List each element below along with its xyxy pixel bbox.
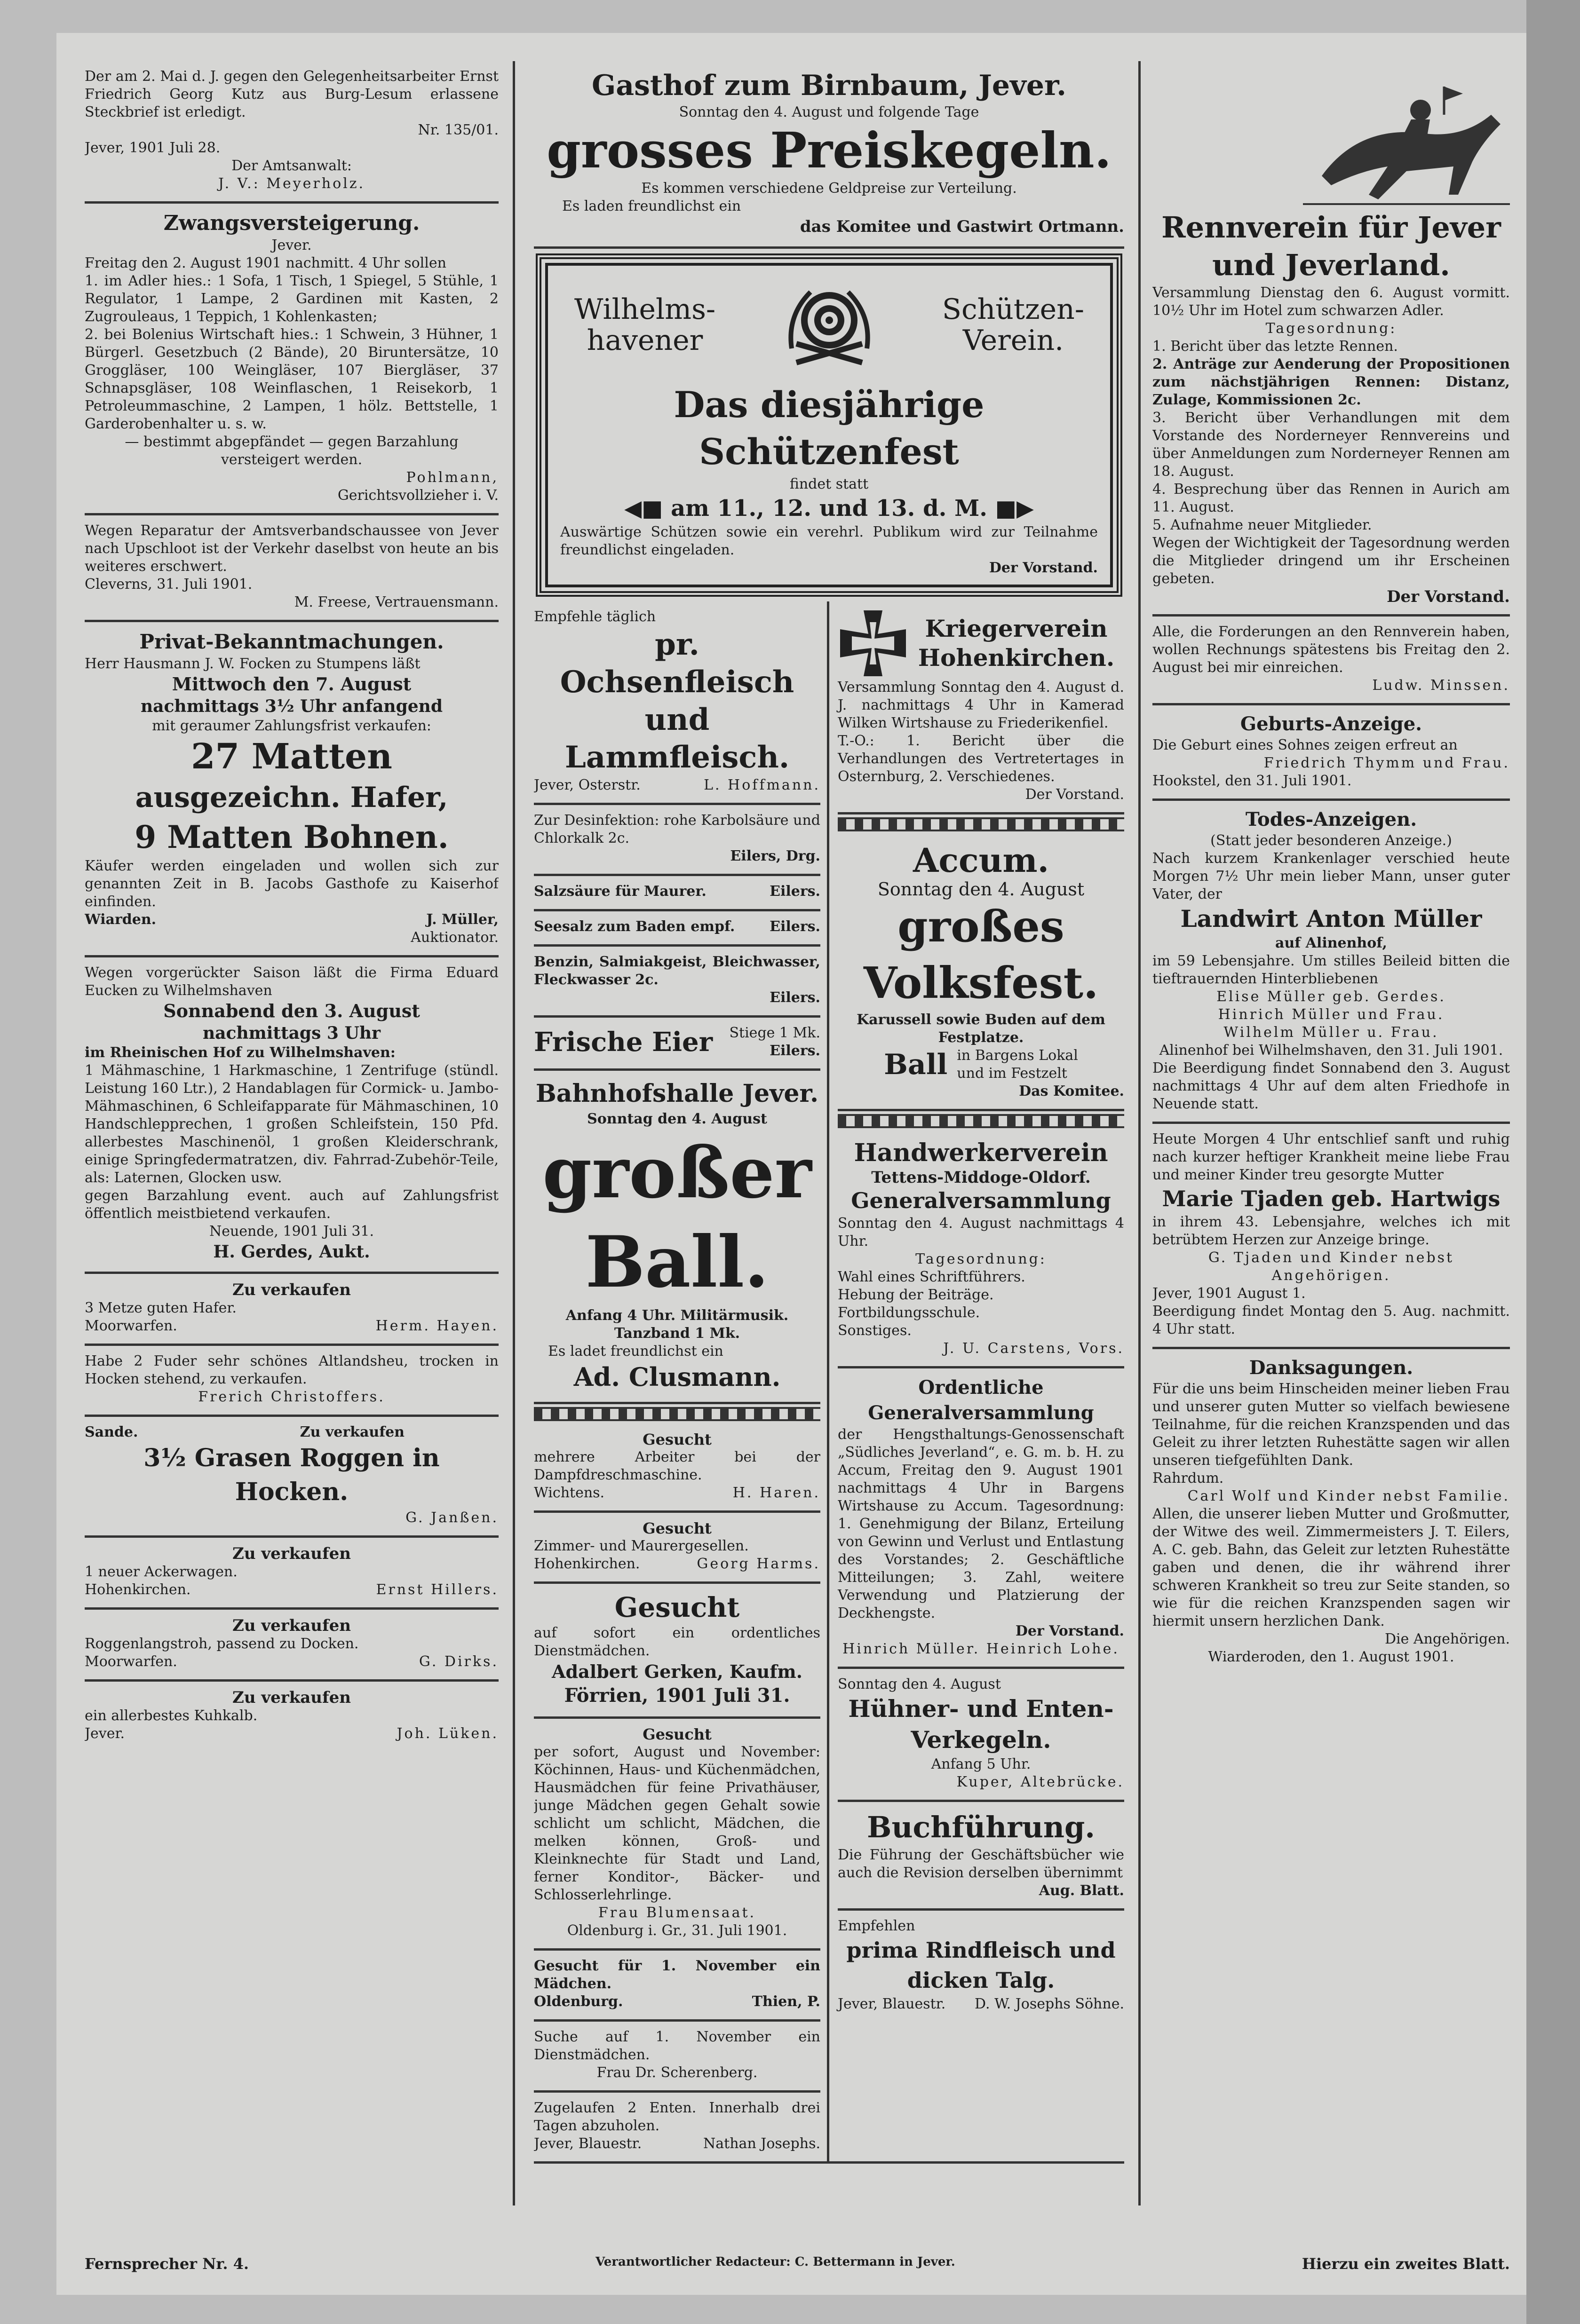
ad-text: Empfehlen — [838, 1918, 915, 1934]
ad-place: Jever. — [271, 237, 312, 253]
ad-title: Privat-Bekanntmachungen. — [139, 630, 444, 653]
ad-signature: Frerich Christoffers. — [198, 1389, 385, 1405]
agenda-item: 5. Aufnahme neuer Mitglieder. — [1152, 517, 1372, 533]
ad-date: Alinenhof bei Wilhelmshaven, den 31. Juli 1901. — [1159, 1042, 1503, 1059]
ad-header — [838, 608, 1124, 679]
ad-title: Todes-Anzeigen. — [1245, 808, 1417, 830]
ad-text: Nach kurzem Krankenlager verschied heute Morgen 7½ Uhr mein lieber Mann, unser guter Vater, der — [1152, 850, 1510, 902]
ad-text: Sonntag den 4. August nachmittags 4 Uhr. — [838, 1215, 1124, 1249]
footer-editor: Verantwortlicher Redacteur: C. Bettermann in Jever. — [595, 2255, 955, 2269]
ad-agenda: Tagesordnung: — [915, 1251, 1047, 1267]
ornament-rule — [838, 817, 1124, 831]
ad-dienstmaedchen — [534, 1584, 820, 1719]
ad-footer-row — [838, 1995, 1124, 2013]
ad-subtitle: Sonntag den 4. August — [877, 879, 1085, 900]
ad-place: Sande. — [85, 1424, 138, 1440]
ad-text: im Rheinischen Hof zu Wilhelmshaven: — [85, 1044, 396, 1061]
ad-dates-text: am 11., 12. und 13. d. M. — [671, 495, 987, 522]
ad-footer-row — [534, 1484, 820, 1502]
ad-blumensaat — [534, 1719, 820, 1951]
ad-todesanzeige-mueller — [1152, 801, 1510, 1124]
ad-date: Neuende, 1901 Juli 31. — [209, 1223, 374, 1240]
ad-signature: Aug. Blatt. — [1039, 1882, 1124, 1899]
ad-text: in ihrem 43. Lebensjahre, welches ich mit betrübtem Herzen zur Anzeige bringe. — [1152, 1214, 1510, 1248]
ad-signature: Nathan Josephs. — [703, 2135, 820, 2152]
ad-signature: Der Vorstand. — [1025, 786, 1124, 803]
ad-text: der Hengsthaltungs-Genossenschaft „Südliches Jeverland“, e. G. m. b. H. zu Accum, Freitag den 9. August 1901 nachmittags 4 Uhr in Bargens Wirtshause zu Accum. Tagesordnung: 1. Genehmigung der Bilanz, Erteilung von Gewinn und Verlust und Entlastung des Vorstandes; 2. Geschäftliche Mitteilungen; 3. Zahl, weitere Verwendung und Platzierung der Deckhengste. — [838, 1426, 1124, 1621]
ad-geburt — [1152, 705, 1510, 801]
ad-title: Gesucht — [614, 1591, 740, 1623]
ad-ball-row — [838, 1047, 1124, 1083]
ad-text: 1 Mähmaschine, 1 Harkmaschine, 1 Zentrifuge (stündl. Leistung 160 Ltr.), 2 Handablagen für Cormick- u. Jambo-Mähmaschinen, 6 Schleifapparate für Mähmaschinen, 10 Handschlepprechen, 1 großen Schleifstein, 150 Pfd. allerbestes Maschinenöl, 1 großen Kleiderschrank, einige Springfedermatratzen, div. Fahrrad-Zubehör-Teile, als: Laternen, Glocken usw. — [85, 1062, 499, 1186]
ad-signature: das Komitee und Gastwirt Ortmann. — [800, 217, 1124, 236]
ad-title: Handwerkerverein — [854, 1138, 1108, 1167]
ad-text: Für die uns beim Hinscheiden meiner lieben Frau und unserer guten Mutter so vielfach bewiesene Teilnahme, für die reichen Kranzspenden und das Geleit zu ihrer letzten Ruhestätte sagen wir allen unseren tiefgefühlten Dank. — [1152, 1381, 1510, 1469]
ad-schuetzenverein — [536, 253, 1122, 597]
ad-text: Tanzband 1 Mk. — [614, 1325, 740, 1342]
ad-signature: Eilers. — [770, 883, 820, 900]
agenda-item: 4. Besprechung über das Rennen in Aurich am 11. August. — [1152, 481, 1510, 515]
ad-text: mehrere Arbeiter bei der Dampfdreschmaschine. — [534, 1449, 820, 1483]
ad-footer-row — [85, 911, 499, 929]
ad-text: Beerdigung findet Montag den 5. Aug. nachmitt. 4 Uhr statt. — [1152, 1303, 1510, 1337]
ad-headline: Frische Eier — [534, 1027, 713, 1058]
ad-place: Jever, Osterstr. — [534, 777, 641, 793]
ad-title: Kriegerverein Hohenkirchen. — [918, 615, 1115, 672]
ad-role: Der Amtsanwalt: — [231, 158, 352, 174]
ad-text: 1. im Adler hies.: 1 Sofa, 1 Tisch, 1 Spiegel, 5 Stühle, 1 Regulator, 1 Lampe, 2 Gardinen mit Kasten, 2 Zugrouleaus, 1 Teppich, 1 Kohlenkasten; — [85, 273, 499, 325]
ad-footer-row — [85, 1725, 499, 1743]
ad-footer-row — [534, 1993, 820, 2011]
page-edge — [1526, 0, 1580, 2324]
ad-signature: J. Müller, — [426, 911, 499, 928]
ad-text: ein allerbestes Kuhkalb. — [85, 1707, 258, 1724]
ad-subtitle: findet statt — [789, 476, 869, 492]
ad-text: Anfang 5 Uhr. — [931, 1756, 1031, 1772]
ad-signature: D. W. Josephs Söhne. — [975, 1996, 1124, 2012]
ad-text: Zugelaufen 2 Enten. Innerhalb drei Tagen abzuholen. — [534, 2100, 820, 2134]
ad-text: per sofort, August und November: Köchinnen, Haus- und Küchenmädchen, Hausmädchen für feine Privathäuser, junge Mädchen gegen Gehalt sowie schlicht um schlicht, Mädchen, die melken können, Groß- und Kleinknechte für Stadt und Land, ferner Konditor-, Bäcker- und Schlosserlehrlinge. — [534, 1744, 820, 1903]
column-rule — [1138, 61, 1141, 2205]
ad-privat — [85, 622, 499, 957]
ad-title: Rennverein für Jever und Jeverland. — [1161, 210, 1501, 282]
ad-text: Karussell sowie Buden auf dem Festplatze. — [857, 1012, 1105, 1046]
ad-text: Wegen vorgerückter Saison läßt die Firma Eduard Eucken zu Wilhelmshaven — [85, 964, 499, 999]
ad-subtitle: Sonntag den 4. August — [838, 1676, 1001, 1692]
ad-ball: Ball — [884, 1048, 948, 1081]
ad-headline: Marie Tjaden geb. Hartwigs — [1162, 1186, 1501, 1211]
ad-rindfleisch — [838, 1911, 1124, 2022]
middle-left — [534, 601, 829, 2161]
ad-signature: H. Haren. — [732, 1485, 820, 1501]
ad-place: Wiarden. — [85, 911, 157, 928]
ad-danksagungen — [1152, 1349, 1510, 1675]
ad-date: Oldenburg i. Gr., 31. Juli 1901. — [567, 1922, 787, 1939]
ad-reparatur — [85, 515, 499, 622]
ad-signature: H. Gerdes, Aukt. — [213, 1242, 370, 1262]
ad-arbeiter — [534, 1424, 820, 1513]
ad-text: Die Beerdigung findet Sonnabend den 3. August nachmittags 4 Uhr auf dem alten Friedhofe in Neuende statt. — [1152, 1060, 1510, 1112]
ad-signature: M. Freese, Vertrauensmann. — [294, 594, 499, 610]
ad-text: Die Führung der Geschäftsbücher wie auch die Revision derselben übernimmt — [838, 1847, 1124, 1881]
ad-buchfuehrung — [838, 1802, 1124, 1911]
ad-agenda: T.-O.: 1. Bericht über die Verhandlungen des Vertretertages in Osternburg, 2. Verschiedenes. — [838, 733, 1124, 785]
agenda-item: Wahl eines Schriftführers. — [838, 1269, 1025, 1285]
column-left — [85, 61, 499, 2201]
ad-names: Friedrich Thymm und Frau. — [1263, 755, 1510, 771]
ad-text: Zimmer- und Maurergesellen. — [534, 1538, 749, 1554]
ad-row — [1152, 1470, 1510, 1487]
ad-text: Wegen Reparatur der Amtsverbandschaussee von Jever nach Upschloot ist der Verkehr daselbst von heute an bis weiteres erschwert. — [85, 522, 499, 575]
ad-date: Jever, 1901 Juli 28. — [85, 140, 221, 156]
ad-names: G. Tjaden und Kinder nebst Angehörigen. — [1208, 1249, 1454, 1284]
ad-dates: ◀■ am 11., 12. und 13. d. M. ■▶ — [624, 495, 1034, 522]
column-rule — [513, 61, 515, 2205]
ad-text: Es kommen verschiedene Geldpreise zur Verteilung. — [641, 180, 1017, 197]
ad-text: Zur Desinfektion: rohe Karbolsäure und Chlorkalk 2c. — [534, 812, 820, 846]
ad-names: Wilhelm Müller u. Frau. — [1223, 1024, 1439, 1041]
ad-text: Stiege 1 Mk. — [729, 1025, 820, 1041]
ad-date: Wiarderoden, den 1. August 1901. — [1208, 1649, 1454, 1665]
ad-signature-role: Auktionator. — [411, 929, 499, 946]
footer-phone: Fernsprecher Nr. 4. — [85, 2255, 249, 2273]
ad-signature: Das Komitee. — [1019, 1083, 1124, 1099]
ad-title: Gesucht — [643, 1431, 712, 1448]
ad-place: Jever. — [85, 1725, 125, 1742]
ad-place: Jever, Blauestr. — [838, 1996, 946, 2012]
ad-title: Bahnhofshalle Jever. — [535, 1079, 819, 1108]
ad-signature: Eilers. — [770, 918, 820, 935]
ad-verkegeln — [838, 1669, 1124, 1802]
ad-signature: Frau Blumensaat. — [598, 1905, 756, 1921]
ad-date: Cleverns, 31. Juli 1901. — [85, 576, 253, 593]
ad-date: Förrien, 1901 Juli 31. — [564, 1684, 790, 1707]
ad-signature: Der Vorstand. — [1387, 587, 1510, 606]
ad-headline: 3½ Grasen Roggen in Hocken. — [143, 1444, 440, 1506]
ad-text: im 59 Lebensjahre. Um stilles Beileid bitten die tieftrauernden Hinterbliebenen — [1152, 953, 1510, 987]
ad-text: Roggenlangstroh, passend zu Docken. — [85, 1636, 359, 1652]
ad-subtitle: Sonntag den 4. August — [587, 1111, 767, 1127]
ad-steckbrief — [85, 61, 499, 204]
ad-scherenberg — [534, 2022, 820, 2093]
ad-header-row — [85, 1423, 499, 1441]
ad-place: Oldenburg. — [534, 1993, 623, 2010]
page-footer — [85, 2255, 1510, 2273]
ad-title: Zu verkaufen — [300, 1424, 405, 1440]
ad-footer-row — [534, 1555, 820, 1573]
ad-zwangsversteigerung — [85, 204, 499, 515]
ad-birnbaum — [534, 61, 1124, 249]
ad-footer-row — [85, 1317, 499, 1335]
ad-signature: Frau Dr. Scherenberg. — [596, 2064, 758, 2081]
ad-title: Buchführung. — [867, 1810, 1095, 1844]
ad-headline: großes Volksfest. — [863, 901, 1099, 1008]
ad-row — [534, 1024, 820, 1060]
ad-signature: Pohlmann, — [406, 469, 499, 486]
ad-signature: Der Vorstand. — [1015, 1623, 1124, 1639]
ad-headline: 9 Matten Bohnen. — [135, 819, 449, 855]
ad-title: Zu verkaufen — [232, 1281, 351, 1299]
ad-signature: Eilers, Drg. — [730, 848, 820, 864]
ad-text: Anfang 4 Uhr. Militärmusik. — [565, 1307, 789, 1324]
column-middle — [534, 61, 1124, 2201]
ad-accum — [838, 834, 1124, 1111]
ad-text: — bestimmt abgepfändet — gegen Barzahlung versteigert werden. — [125, 434, 459, 468]
ad-hafer — [85, 1274, 499, 1346]
ad-text: nachmittags 3½ Uhr anfangend — [140, 696, 443, 716]
ad-signature: Der Vorstand. — [989, 560, 1098, 576]
ad-text: Es ladet freundlichst ein — [548, 1343, 723, 1360]
ad-title: Zu verkaufen — [232, 1688, 351, 1707]
ad-place: Wichtens. — [534, 1485, 605, 1501]
ad-names: Hinrich Müller und Frau. — [1218, 1006, 1445, 1023]
ad-text: 3 Metze guten Hafer. — [85, 1300, 237, 1316]
ad-date: Hookstel, den 31. Juli 1901. — [1152, 773, 1352, 789]
target-emblem-icon — [782, 278, 876, 372]
ad-eucken — [85, 957, 499, 1274]
ad-text: Freitag den 2. August 1901 nachmitt. 4 Uhr sollen — [85, 255, 446, 271]
ad-title: Gesucht — [643, 1519, 712, 1537]
ad-text: Auswärtige Schützen sowie ein verehrl. Publikum wird zur Teilnahme freundlichst eingeladen. — [560, 524, 1098, 558]
ad-place: Hohenkirchen. — [534, 1556, 640, 1572]
horse-race-icon — [1152, 68, 1510, 209]
ad-text: nachmittags 3 Uhr — [202, 1023, 381, 1043]
ad-signature: Ludw. Minssen. — [1372, 677, 1510, 694]
ad-title: Zu verkaufen — [232, 1616, 351, 1635]
ad-text: Alle, die Forderungen an den Rennverein haben, wollen Rechnungs spätestens bis Freitag den 2. August bei mir einreichen. — [1152, 624, 1510, 676]
ad-title: Accum. — [913, 841, 1049, 880]
ad-text: Suche auf 1. November ein Dienstmädchen. — [534, 2029, 820, 2063]
ad-benzin — [534, 947, 820, 1018]
ad-signature-role: Gerichtsvollzieher i. V. — [337, 487, 499, 504]
agenda-item: 1. Bericht über das letzte Rennen. — [1152, 338, 1398, 355]
agenda-item: 2. Anträge zur Aenderung der Propositionen zum nächstjährigen Rennen: Distanz, Zulage, Kommissionen 2c. — [1152, 356, 1510, 408]
ad-place: Hohenkirchen. — [85, 1581, 191, 1598]
ad-text: Seesalz zum Baden empf. — [534, 918, 735, 935]
ad-text: 2. bei Bolenius Wirtschaft hies.: 1 Schwein, 3 Hühner, 1 Bürgerl. Gesetzbuch (2 Bände), 20 Biruntersätze, 10 Groggläser, 100 Weingläser, 107 Biergläser, 37 Schnapsgläser, 108 Weinflaschen, 1 Reisekorb, 1 Petroleummaschine, 2 Lampen, 1 hölz. Bettstelle, 1 Garderobenhalter u. s. w. — [85, 326, 499, 432]
ad-names: Hinrich Müller. Heinrich Lohe. — [842, 1641, 1119, 1657]
ad-headline: großer Ball. — [542, 1131, 812, 1304]
ad-generalversammlung — [838, 1368, 1124, 1669]
ad-names: Elise Müller geb. Gerdes. — [1216, 988, 1446, 1005]
ad-signature: Ernst Hillers. — [376, 1581, 499, 1598]
ad-text: Heute Morgen 4 Uhr entschlief sanft und ruhig nach kurzer heftiger Krankheit meine liebe Frau und meiner Kinder treu gesorgte Mutter — [1152, 1131, 1510, 1183]
ad-text: in Bargens Lokal — [957, 1047, 1078, 1064]
ad-title: Danksagungen. — [1249, 1357, 1413, 1379]
ad-headline: Hühner- und Enten-Verkegeln. — [848, 1695, 1114, 1754]
ad-text: Wegen der Wichtigkeit der Tagesordnung werden die Mitglieder dringend um ihr Erscheinen gebeten. — [1152, 535, 1510, 587]
agenda-item: Sonstiges. — [838, 1322, 912, 1339]
ad-signature: Georg Harms. — [697, 1556, 820, 1572]
ad-text: Es laden freundlichst ein — [562, 198, 741, 214]
ad-text: Habe 2 Fuder sehr schönes Altlandsheu, trocken in Hocken stehend, zu verkaufen. — [85, 1353, 499, 1387]
ad-signature: Eilers. — [770, 1043, 820, 1059]
ad-handwerkerverein — [838, 1131, 1124, 1368]
ad-text: Mittwoch den 7. August — [172, 673, 412, 695]
ad-names: Carl Wolf und Kinder nebst Familie. — [1187, 1488, 1510, 1504]
iron-cross-icon — [838, 608, 908, 679]
ad-desinfektion — [534, 805, 820, 876]
frame-header — [560, 278, 1098, 372]
ad-kriegerverein — [838, 601, 1124, 814]
ad-bahnhofshalle — [534, 1071, 820, 1404]
ad-signature: J. V.: Meyerholz. — [218, 175, 365, 192]
ad-seesalz — [534, 911, 820, 947]
ad-heu — [85, 1346, 499, 1417]
ad-footer-row — [534, 776, 820, 794]
ad-text: Versammlung Dienstag den 6. August vormitt. 10½ Uhr im Hotel zum schwarzen Adler. — [1152, 285, 1510, 319]
ad-kuhkalb — [85, 1682, 499, 1751]
ad-title: Zwangsversteigerung. — [163, 211, 420, 235]
ad-maedchen — [534, 1951, 820, 2022]
ad-place: Rahrdum. — [1152, 1470, 1224, 1486]
ad-signature: G. Janßen. — [405, 1510, 499, 1526]
ad-title: Geburts-Anzeige. — [1240, 713, 1422, 735]
ad-footer-row — [85, 1581, 499, 1599]
ad-place: auf Alinenhof, — [1275, 935, 1387, 951]
agenda-item: Hebung der Beiträge. — [838, 1287, 994, 1303]
ad-headline: prima Rindfleisch und dicken Talg. — [846, 1937, 1116, 1993]
ad-headline: Landwirt Anton Müller — [1180, 905, 1482, 933]
ad-headline: Das diesjährige Schützenfest — [674, 384, 985, 473]
ad-headline: Generalversammlung — [851, 1188, 1111, 1213]
ad-salzsaeure — [534, 876, 820, 911]
ad-gesellen — [534, 1513, 820, 1584]
ad-text: Salzsäure für Maurer. — [534, 883, 707, 900]
ad-footer-row — [85, 1653, 499, 1671]
ad-title: Zu verkaufen — [232, 1544, 351, 1563]
ad-signature: Joh. Lüken. — [397, 1725, 499, 1742]
ad-title: Ordentliche Generalversammlung — [868, 1376, 1094, 1424]
ad-place: Moorwarfen. — [85, 1653, 177, 1670]
ad-names: Die Angehörigen. — [1384, 1631, 1510, 1647]
ad-text: auf sofort ein ordentliches Dienstmädchen. — [534, 1625, 820, 1659]
middle-split — [534, 601, 1124, 2164]
ad-agenda: Tagesordnung: — [1265, 320, 1397, 337]
ad-place: Moorwarfen. — [85, 1318, 177, 1334]
ad-text: Versammlung Sonntag den 4. August d. J. nachmittags 4 Uhr in Kamerad Wilken Wirtshause zu Friederikenfiel. — [838, 679, 1124, 731]
ad-signature: Ad. Clusmann. — [573, 1362, 781, 1392]
ad-subtitle: Sonntag den 4. August und folgende Tage — [679, 104, 979, 120]
footer-supplement: Hierzu ein zweites Blatt. — [1302, 2255, 1510, 2273]
ad-signature: Thien, P. — [752, 1993, 820, 2010]
ad-ackerwagen — [85, 1538, 499, 1610]
ad-title: Gesucht — [643, 1725, 712, 1743]
ad-signature: J. U. Carstens, Vors. — [943, 1340, 1124, 1357]
ad-date: Jever, 1901 August 1. — [1152, 1285, 1306, 1302]
ad-text: Der am 2. Mai d. J. gegen den Gelegenheitsarbeiter Ernst Friedrich Georg Kutz aus Burg-Lesum erlassene Steckbrief ist erledigt. — [85, 68, 499, 120]
ad-place: Jever, Blauestr. — [534, 2135, 642, 2152]
ad-text: Allen, die unserer lieben Mutter und Großmutter, der Witwe des weil. Zimmermeisters J. T. Eilers, A. C. geb. Bahn, das Geleit zur letzten Ruhestätte gaben und denen, die ihr während ihrer schweren Krankheit so treu zur Seite standen, so wie für die reichen Kranzspenden sagen wir hiermit unsern herzlichen Dank. — [1152, 1506, 1510, 1629]
newspaper-page — [56, 33, 1526, 2295]
agenda-item: Fortbildungsschule. — [838, 1304, 980, 1321]
ad-ref: Nr. 135/01. — [418, 122, 499, 138]
ad-headline: grosses Preiskegeln. — [547, 121, 1112, 179]
ad-title: Gasthof zum Birnbaum, Jever. — [591, 69, 1067, 102]
ad-text: Sonnabend den 3. August — [163, 1000, 420, 1021]
ad-text: Gesucht für 1. November ein Mädchen. — [534, 1958, 820, 1992]
ad-text: Herr Hausmann J. W. Focken zu Stumpens läßt — [85, 656, 421, 672]
ad-text: 1 neuer Ackerwagen. — [85, 1564, 238, 1580]
ad-row — [534, 918, 820, 936]
ad-title-left: Wilhelms- havener — [574, 293, 716, 357]
ad-title-right: Schützen- Verein. — [942, 293, 1085, 357]
ad-enten — [534, 2093, 820, 2161]
ad-headline: ausgezeichn. Hafer, — [135, 781, 448, 814]
ad-todesanzeige-tjaden — [1152, 1124, 1510, 1349]
ad-signature: Herm. Hayen. — [375, 1318, 499, 1334]
ad-rennverein — [1152, 61, 1510, 617]
ornament-rule — [838, 1114, 1124, 1128]
ad-signature: G. Dirks. — [419, 1653, 499, 1670]
ad-text: gegen Barzahlung event. auch auf Zahlungsfrist öffentlich meistbietend verkaufen. — [85, 1187, 499, 1222]
ad-roggen — [85, 1417, 499, 1538]
ad-footer-row — [534, 2135, 820, 2153]
ad-forderungen — [1152, 617, 1510, 705]
ad-eier — [534, 1018, 820, 1071]
ad-signature: Adalbert Gerken, Kaufm. — [552, 1661, 802, 1682]
ad-signature: L. Hoffmann. — [704, 777, 820, 793]
ad-headline: pr. Ochsenfleisch und Lammfleisch. — [560, 627, 794, 775]
middle-right — [829, 601, 1124, 2161]
ad-signature: Eilers. — [770, 989, 820, 1006]
ad-text: Die Geburt eines Sohnes zeigen erfreut an — [1152, 737, 1458, 753]
column-right — [1152, 61, 1510, 2201]
ad-fleisch — [534, 601, 820, 805]
ad-headline: 27 Matten — [191, 736, 392, 777]
agenda-item: 3. Bericht über Verhandlungen mit dem Vorstande des Norderneyer Rennvereins und über Anmeldungen zum Norderneyer Rennen am 18. August. — [1152, 410, 1510, 480]
ad-text: mit geraumer Zahlungsfrist verkaufen: — [152, 718, 431, 734]
ad-subtitle: (Statt jeder besonderen Anzeige.) — [1210, 832, 1452, 849]
ad-subtitle: Tettens-Middoge-Oldorf. — [871, 1168, 1091, 1187]
ornament-rule — [534, 1407, 820, 1421]
ad-row — [534, 883, 820, 901]
ad-text: und im Festzelt — [957, 1065, 1067, 1082]
ad-text: Käufer werden eingeladen und wollen sich zur genannten Zeit in B. Jacobs Gasthofe zu Kaiserhof einfinden. — [85, 858, 499, 910]
ad-roggenstroh — [85, 1610, 499, 1682]
ad-text: Empfehle täglich — [534, 609, 656, 625]
ad-text: Benzin, Salmiakgeist, Bleichwasser, Fleckwasser 2c. — [534, 954, 820, 988]
ad-signature: Kuper, Altebrücke. — [956, 1774, 1124, 1790]
